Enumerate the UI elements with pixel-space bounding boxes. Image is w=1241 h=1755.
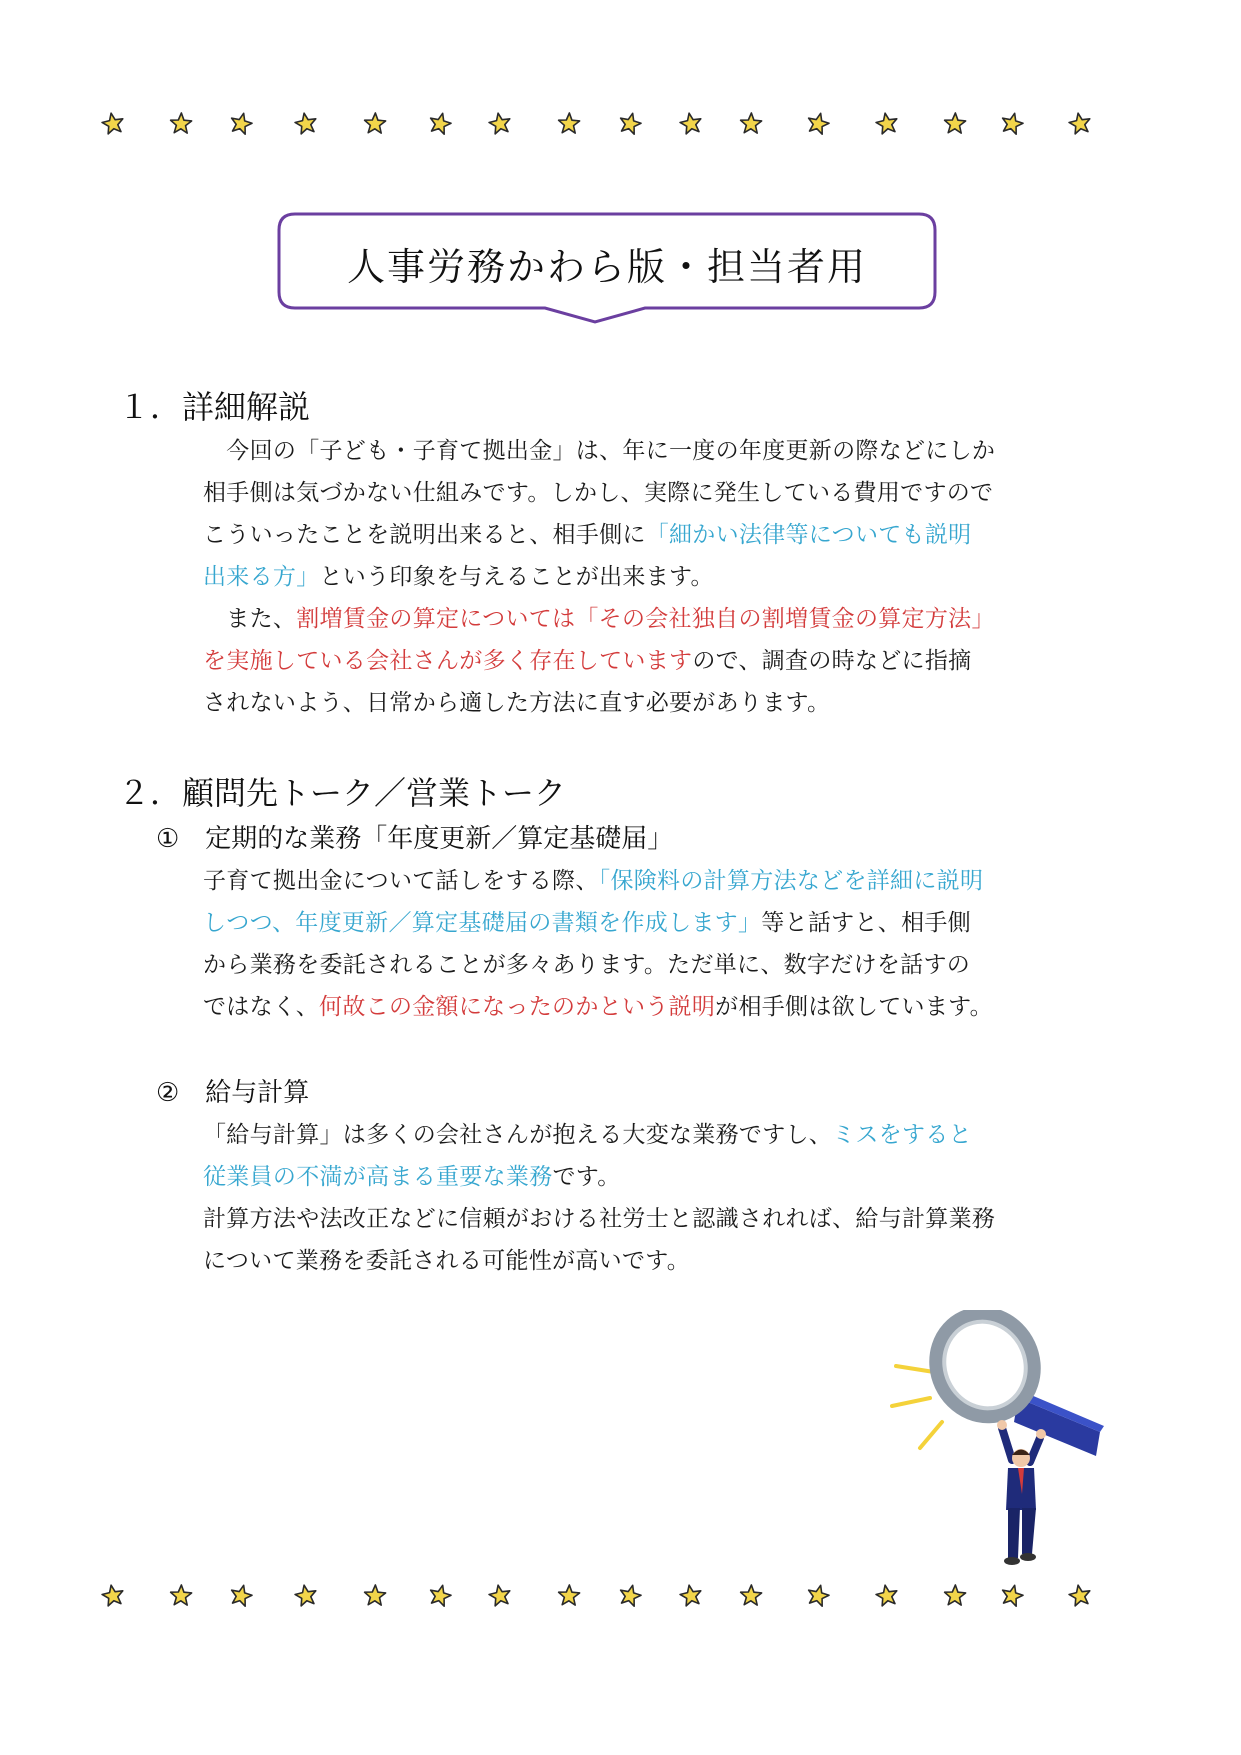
page-title: 人事労務かわら版・担当者用 [346,245,867,289]
star-icon [738,110,764,136]
text-span: 等と話すと、相手側 [761,910,971,936]
section-1-line [203,474,993,507]
blue-highlight: 「保険料の計算方法などを詳細に説明 [598,868,984,894]
item-2-line [203,1158,621,1191]
star-icon [678,1582,704,1608]
star-icon [293,110,319,136]
star-border-bottom [0,1582,1241,1612]
star-icon [427,110,453,136]
text-span: 子育て拠出金について話しをする際、 [203,868,599,894]
text-span: から業務を委託されることが多々あります。ただ単に、数字だけを話すの [203,952,971,978]
section-1-line [203,642,971,675]
star-icon [805,1582,831,1608]
text-span: また、 [203,606,297,632]
text-span: ではなく、 [203,994,320,1020]
section-2-heading: ２．顧問先トーク／営業トーク [118,774,567,812]
item-1-line [203,946,970,979]
blue-highlight: ミスをすると [832,1122,972,1148]
star-icon [228,110,254,136]
star-icon [487,1582,513,1608]
title-box [277,212,937,310]
blue-highlight: 出来る方」 [203,564,320,590]
item-2-line [203,1200,995,1233]
item-1-line [203,862,983,895]
star-icon [1067,1582,1093,1608]
section-1-line [203,684,830,717]
item-1-heading: ① 定期的な業務「年度更新／算定基礎届」 [156,824,674,854]
blue-highlight: 「細かい法律等についても説明 [645,522,972,548]
text-span: 今回の「子ども・子育て拠出金」は、年に一度の年度更新の際などにしか [203,438,996,464]
text-span: 「給与計算」は多くの会社さんが抱える大変な業務ですし、 [203,1122,833,1148]
star-icon [168,110,194,136]
text-span: です。 [552,1164,621,1190]
star-icon [362,110,388,136]
star-icon [617,1582,643,1608]
star-icon [805,110,831,136]
text-span: について業務を委託される可能性が高いです。 [203,1248,690,1274]
item-1-line [203,904,971,937]
star-icon [999,1582,1025,1608]
star-icon [999,110,1025,136]
star-icon [362,1582,388,1608]
text-span: こういったことを説明出来ると、相手側に [203,522,646,548]
star-icon [678,110,704,136]
blue-highlight: しつつ、年度更新／算定基礎届の書類を作成します」 [203,910,762,936]
item-2-heading: ② 給与計算 [156,1078,310,1108]
text-span: という印象を与えることが出来ます。 [319,564,714,590]
star-icon [738,1582,764,1608]
item-2-line [203,1242,690,1275]
section-1-line [203,558,714,591]
star-icon [874,1582,900,1608]
text-span: されないよう、日常から適した方法に直す必要があります。 [203,690,831,716]
text-span: が相手側は欲しています。 [715,994,993,1020]
text-span: 計算方法や法改正などに信頼がおける社労士と認識されれば、給与計算業務 [203,1206,996,1232]
text-span: ので、調査の時などに指摘 [692,648,972,674]
item-2-line [203,1116,972,1149]
star-icon [556,1582,582,1608]
red-highlight: 割増賃金の算定については「その会社独自の割増賃金の算定方法」 [296,606,995,632]
star-icon [293,1582,319,1608]
section-1-line [203,600,995,633]
section-1-line [203,516,971,549]
red-highlight: を実施している会社さんが多く存在しています [203,648,693,674]
star-icon [487,110,513,136]
text-span: 相手側は気づかない仕組みです。しかし、実際に発生している費用ですので [203,480,994,506]
star-icon [942,110,968,136]
star-icon [617,110,643,136]
star-icon [942,1582,968,1608]
star-icon [100,1582,126,1608]
star-icon [228,1582,254,1608]
section-1-line [203,432,995,465]
star-icon [1067,110,1093,136]
red-highlight: 何故この金額になったのかという説明 [319,994,716,1020]
star-icon [556,110,582,136]
blue-highlight: 従業員の不満が高まる重要な業務 [203,1164,553,1190]
star-icon [168,1582,194,1608]
star-icon [100,110,126,136]
item-1-line [203,988,993,1021]
section-1-heading: １．詳細解説 [118,388,311,426]
star-icon [874,110,900,136]
star-border-top [0,110,1241,140]
star-icon [427,1582,453,1608]
magnifier-businessman-illustration [890,1310,1130,1574]
